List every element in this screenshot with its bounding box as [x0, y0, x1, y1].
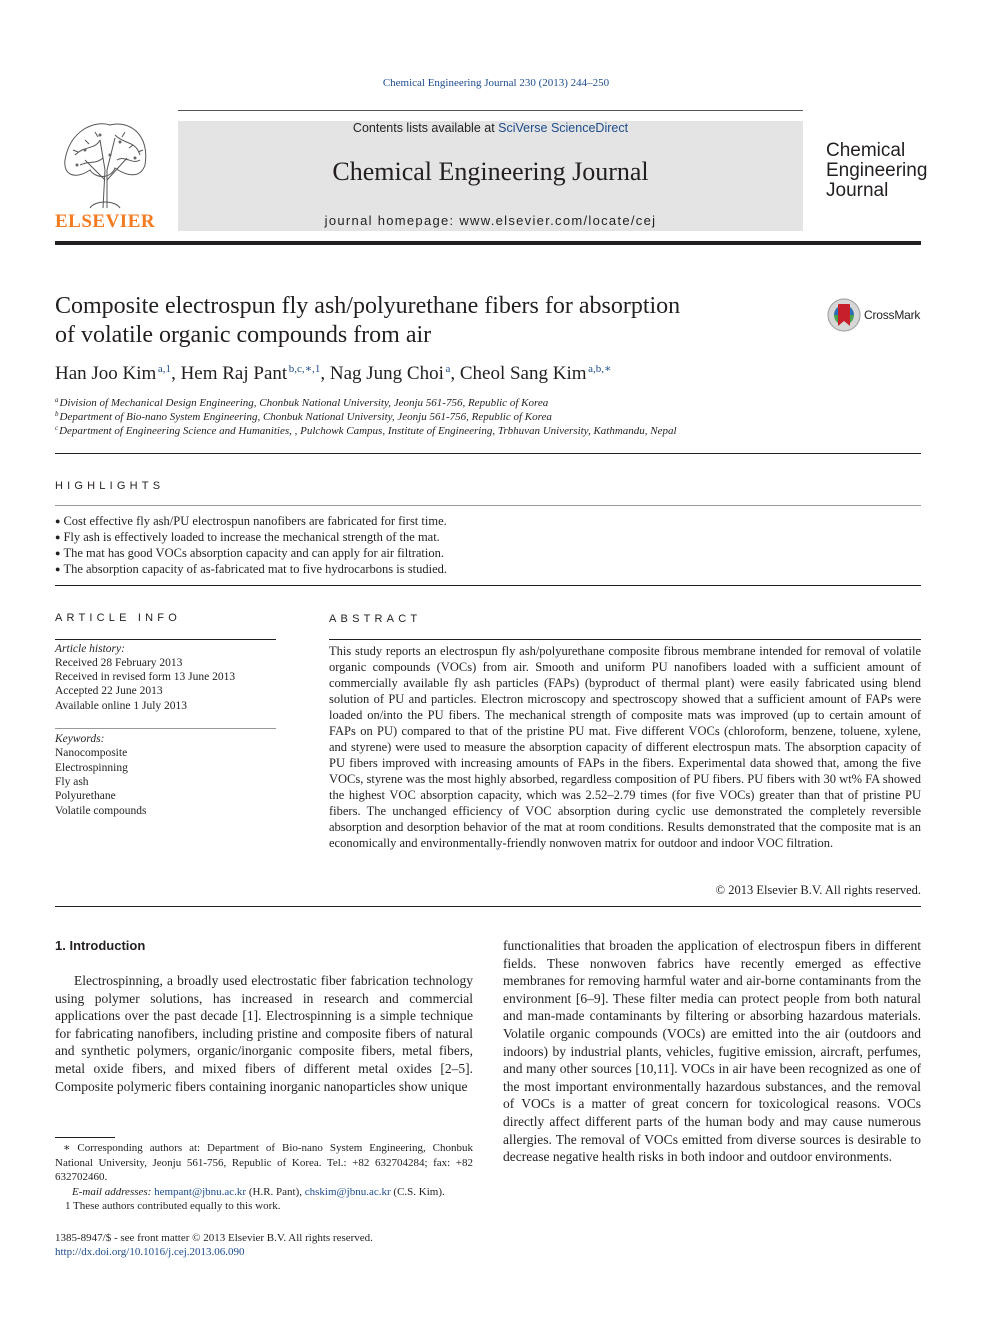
article-info-heading: ARTICLE INFO	[55, 612, 181, 624]
intro-paragraph-right: functionalities that broaden the application of electrospun fibers in different fields. These nonwoven fabrics have recently emerged as effective membranes for removing harmful water and air-borne contaminants from the environment [6–9]. These filter media can protect people from both natural and man-made contaminants by filtering or absorbing hazardous materials. Volatile organic compounds (VOCs) are emitted into the air (outdoors and indoors) by industrial plants, vehicles, fugitive emission, aircraft, perfumes, and many other sources [10,11]. VOCs in air have been recognized as one of the most important environmentally hazardous substances, and the removal of VOCs is a matter of great concern for toxicological reasons. VOCs directly affect different parts of the human body and may cause numerous allergies. The removal of VOCs emitted from diverse sources is desirable to decrease negative health risks in both indoor and outdoor environments.	[503, 938, 921, 1165]
abstract-rule	[329, 639, 921, 640]
affiliation	[55, 396, 548, 409]
highlight-item	[55, 546, 444, 561]
highlight-text: Cost effective fly ash/PU electrospun nanofibers are fabricated for first time.	[63, 514, 447, 528]
bullet-icon: ●	[55, 548, 61, 558]
highlights-heading: HIGHLIGHTS	[55, 480, 165, 492]
author-list	[55, 362, 611, 385]
section-heading-introduction: 1. Introduction	[55, 938, 146, 953]
crossmark-label: CrossMark	[864, 308, 921, 322]
keyword: Polyurethane	[55, 790, 116, 802]
affiliation-text: Division of Mechanical Design Engineering, Chonbuk National University, Jeonju 561-756, Republic of Korea	[59, 397, 549, 409]
author-name[interactable]: Cheol Sang Kim	[459, 363, 587, 384]
bullet-icon: ●	[55, 564, 61, 574]
crossmark-icon	[827, 298, 861, 332]
author-name[interactable]: Hem Raj Pant	[180, 363, 288, 384]
corresponding-author-note: ∗ Corresponding authors at: Department of Bio-nano System Engineering, Chonbuk National University, Jeonju 561-756, Republic of Korea. Tel.: +82 632704284; fax: +82 632702460.	[55, 1142, 473, 1183]
abstract-copyright: © 2013 Elsevier B.V. All rights reserved.	[715, 883, 921, 897]
affiliation-text: Department of Bio-nano System Engineering, Chonbuk National University, Jeonju 561-756, Republic of Korea	[59, 411, 552, 423]
journal-title: Chemical Engineering Journal	[332, 157, 649, 186]
author-name[interactable]: Han Joo Kim	[55, 363, 157, 384]
journal-banner	[178, 121, 803, 231]
journal-cover-title	[826, 141, 936, 201]
keyword: Nanocomposite	[55, 747, 128, 759]
equal-contribution-note: 1 These authors contributed equally to this work.	[65, 1200, 281, 1212]
affiliation-mark: b	[55, 410, 59, 418]
header-thick-rule	[55, 241, 921, 245]
email-link[interactable]: hempant@jbnu.ac.kr	[154, 1186, 247, 1198]
highlight-text: Fly ash is effectively loaded to increase the mechanical strength of the mat.	[63, 530, 440, 544]
elsevier-tree-logo	[55, 120, 155, 210]
cover-title-line: Engineering	[826, 160, 928, 181]
article-title	[55, 292, 775, 350]
contents-prefix: Contents lists available at	[352, 121, 499, 135]
keyword: Volatile compounds	[55, 805, 147, 817]
crossmark-badge[interactable]	[827, 298, 937, 334]
author-name[interactable]: Nag Jung Choi	[329, 363, 444, 384]
email-link[interactable]: chskim@jbnu.ac.kr	[304, 1186, 391, 1198]
section-rule	[55, 906, 921, 907]
bullet-icon: ●	[55, 516, 61, 526]
keywords-label: Keywords:	[55, 733, 105, 745]
author-separator: ,	[320, 363, 330, 384]
highlight-item	[55, 562, 447, 577]
author-affil-marks[interactable]: a,b,∗	[588, 363, 612, 375]
history-entry: Received in revised form 13 June 2013	[55, 671, 236, 683]
author-separator: ,	[450, 363, 460, 384]
front-matter	[55, 1231, 373, 1259]
keywords-rule	[55, 728, 276, 729]
journal-citation[interactable]: Chemical Engineering Journal 230 (2013) 244–250	[382, 77, 610, 89]
sciencedirect-link[interactable]: SciVerse ScienceDirect	[498, 121, 629, 135]
history-entry: Accepted 22 June 2013	[55, 685, 163, 697]
article-title-line: Composite electrospun fly ash/polyurethane fibers for absorption	[55, 293, 681, 319]
highlight-item	[55, 530, 440, 545]
contents-line	[178, 121, 803, 135]
author-affil-marks[interactable]: a,1	[157, 363, 172, 375]
doi-link[interactable]: http://dx.doi.org/10.1016/j.cej.2013.06.090	[55, 1246, 245, 1258]
issn-line: 1385-8947/$ - see front matter © 2013 Elsevier B.V. All rights reserved.	[55, 1232, 373, 1244]
affiliation-text: Department of Engineering Science and Humanities, , Pulchowk Campus, Institute of Engineering, Trbhuvan University, Kathmandu, Nepal	[59, 425, 677, 437]
email-label: E-mail addresses:	[72, 1186, 152, 1198]
highlight-item	[55, 514, 447, 529]
intro-paragraph-left: Electrospinning, a broadly used electrostatic fiber fabrication technology using polymer solutions, has increased in research and commercial applications over the past decade [1]. Electrospinning is a simple technique for fabricating nanofibers, including pristine and composite fibers of natural and synthetic polymers, organic/inorganic composite fibers, metal fibers, metal oxide fibers, and mixed fibers of different metal oxides [2–5]. Composite polymeric fibers containing inorganic nanoparticles show unique	[55, 973, 473, 1094]
affiliation-mark: c	[55, 424, 59, 432]
highlights-rule	[55, 505, 921, 506]
email-owner: (C.S. Kim).	[390, 1186, 445, 1198]
author-affil-marks[interactable]: a	[445, 363, 451, 375]
cover-title-line: Chemical	[826, 140, 906, 161]
keyword: Electrospinning	[55, 762, 128, 774]
article-title-line: of volatile organic compounds from air	[55, 322, 432, 348]
author-separator: ,	[171, 363, 181, 384]
journal-homepage[interactable]: journal homepage: www.elsevier.com/locate/cej	[324, 213, 657, 228]
header-rule	[178, 110, 803, 111]
history-label: Article history:	[55, 643, 125, 655]
affiliation	[55, 424, 677, 437]
author-affil-marks[interactable]: b,c,∗,1	[288, 363, 321, 375]
history-entry: Available online 1 July 2013	[55, 700, 188, 712]
history-entry: Received 28 February 2013	[55, 657, 183, 669]
section-rule	[55, 585, 921, 586]
elsevier-wordmark: ELSEVIER	[55, 211, 156, 232]
article-info-rule	[55, 639, 276, 640]
affiliation-mark: a	[55, 396, 59, 404]
keyword: Fly ash	[55, 776, 89, 788]
highlight-text: The mat has good VOCs absorption capacity and can apply for air filtration.	[63, 546, 445, 560]
bullet-icon: ●	[55, 532, 61, 542]
section-rule	[55, 453, 921, 454]
affiliation	[55, 410, 552, 423]
email-owner: (H.R. Pant),	[246, 1186, 305, 1198]
cover-title-line: Journal	[826, 180, 889, 201]
abstract-text: This study reports an electrospun fly ash/polyurethane composite fibrous membrane intended for removal of volatile organic compounds (VOCs) from air. Smooth and uniform PU nanofibers loaded with a sufficient amount of commercially available fly ash particles (FAPs) (byproduct of thermal plant) were easily fabricated using blend solution of PU and particles. Electron microscopy and spectroscopy showed that a sufficient amount of FAPs were loaded on/into the PU fibers. The mechanical strength of composite mats was improved (up to certain amount of FAPs on PU) compared to that of the pristine PU mat. Five different VOCs (chloroform, benzene, toluene, xylene, and styrene) were used to measure the absorption capacity of different electrospun mats. The absorption capacity of PU fibers improved with increasing amounts of FAPs in the fibers. Experimental data showed that, among the five VOCs, styrene was the most highly absorbed, regardless composition of PU fibers. PU fibers with 30 wt% FA showed the highest VOC absorption capacity, which was 2.52–2.79 times (for five VOCs) greater than that of pristine PU fibers. The unchanged efficiency of VOC absorption during cyclic use demonstrated the completely reversible absorption and desorption behavior of the mat at room conditions. Results demonstrated that the composite mat is an economically and environmentally-friendly nonwoven matrix for outdoor and indoor VOC filtration.	[329, 644, 921, 850]
highlight-text: The absorption capacity of as-fabricated mat to five hydrocarbons is studied.	[63, 562, 447, 576]
footnote-rule	[55, 1137, 115, 1138]
abstract-heading: ABSTRACT	[329, 613, 422, 625]
email-note	[55, 1185, 473, 1200]
